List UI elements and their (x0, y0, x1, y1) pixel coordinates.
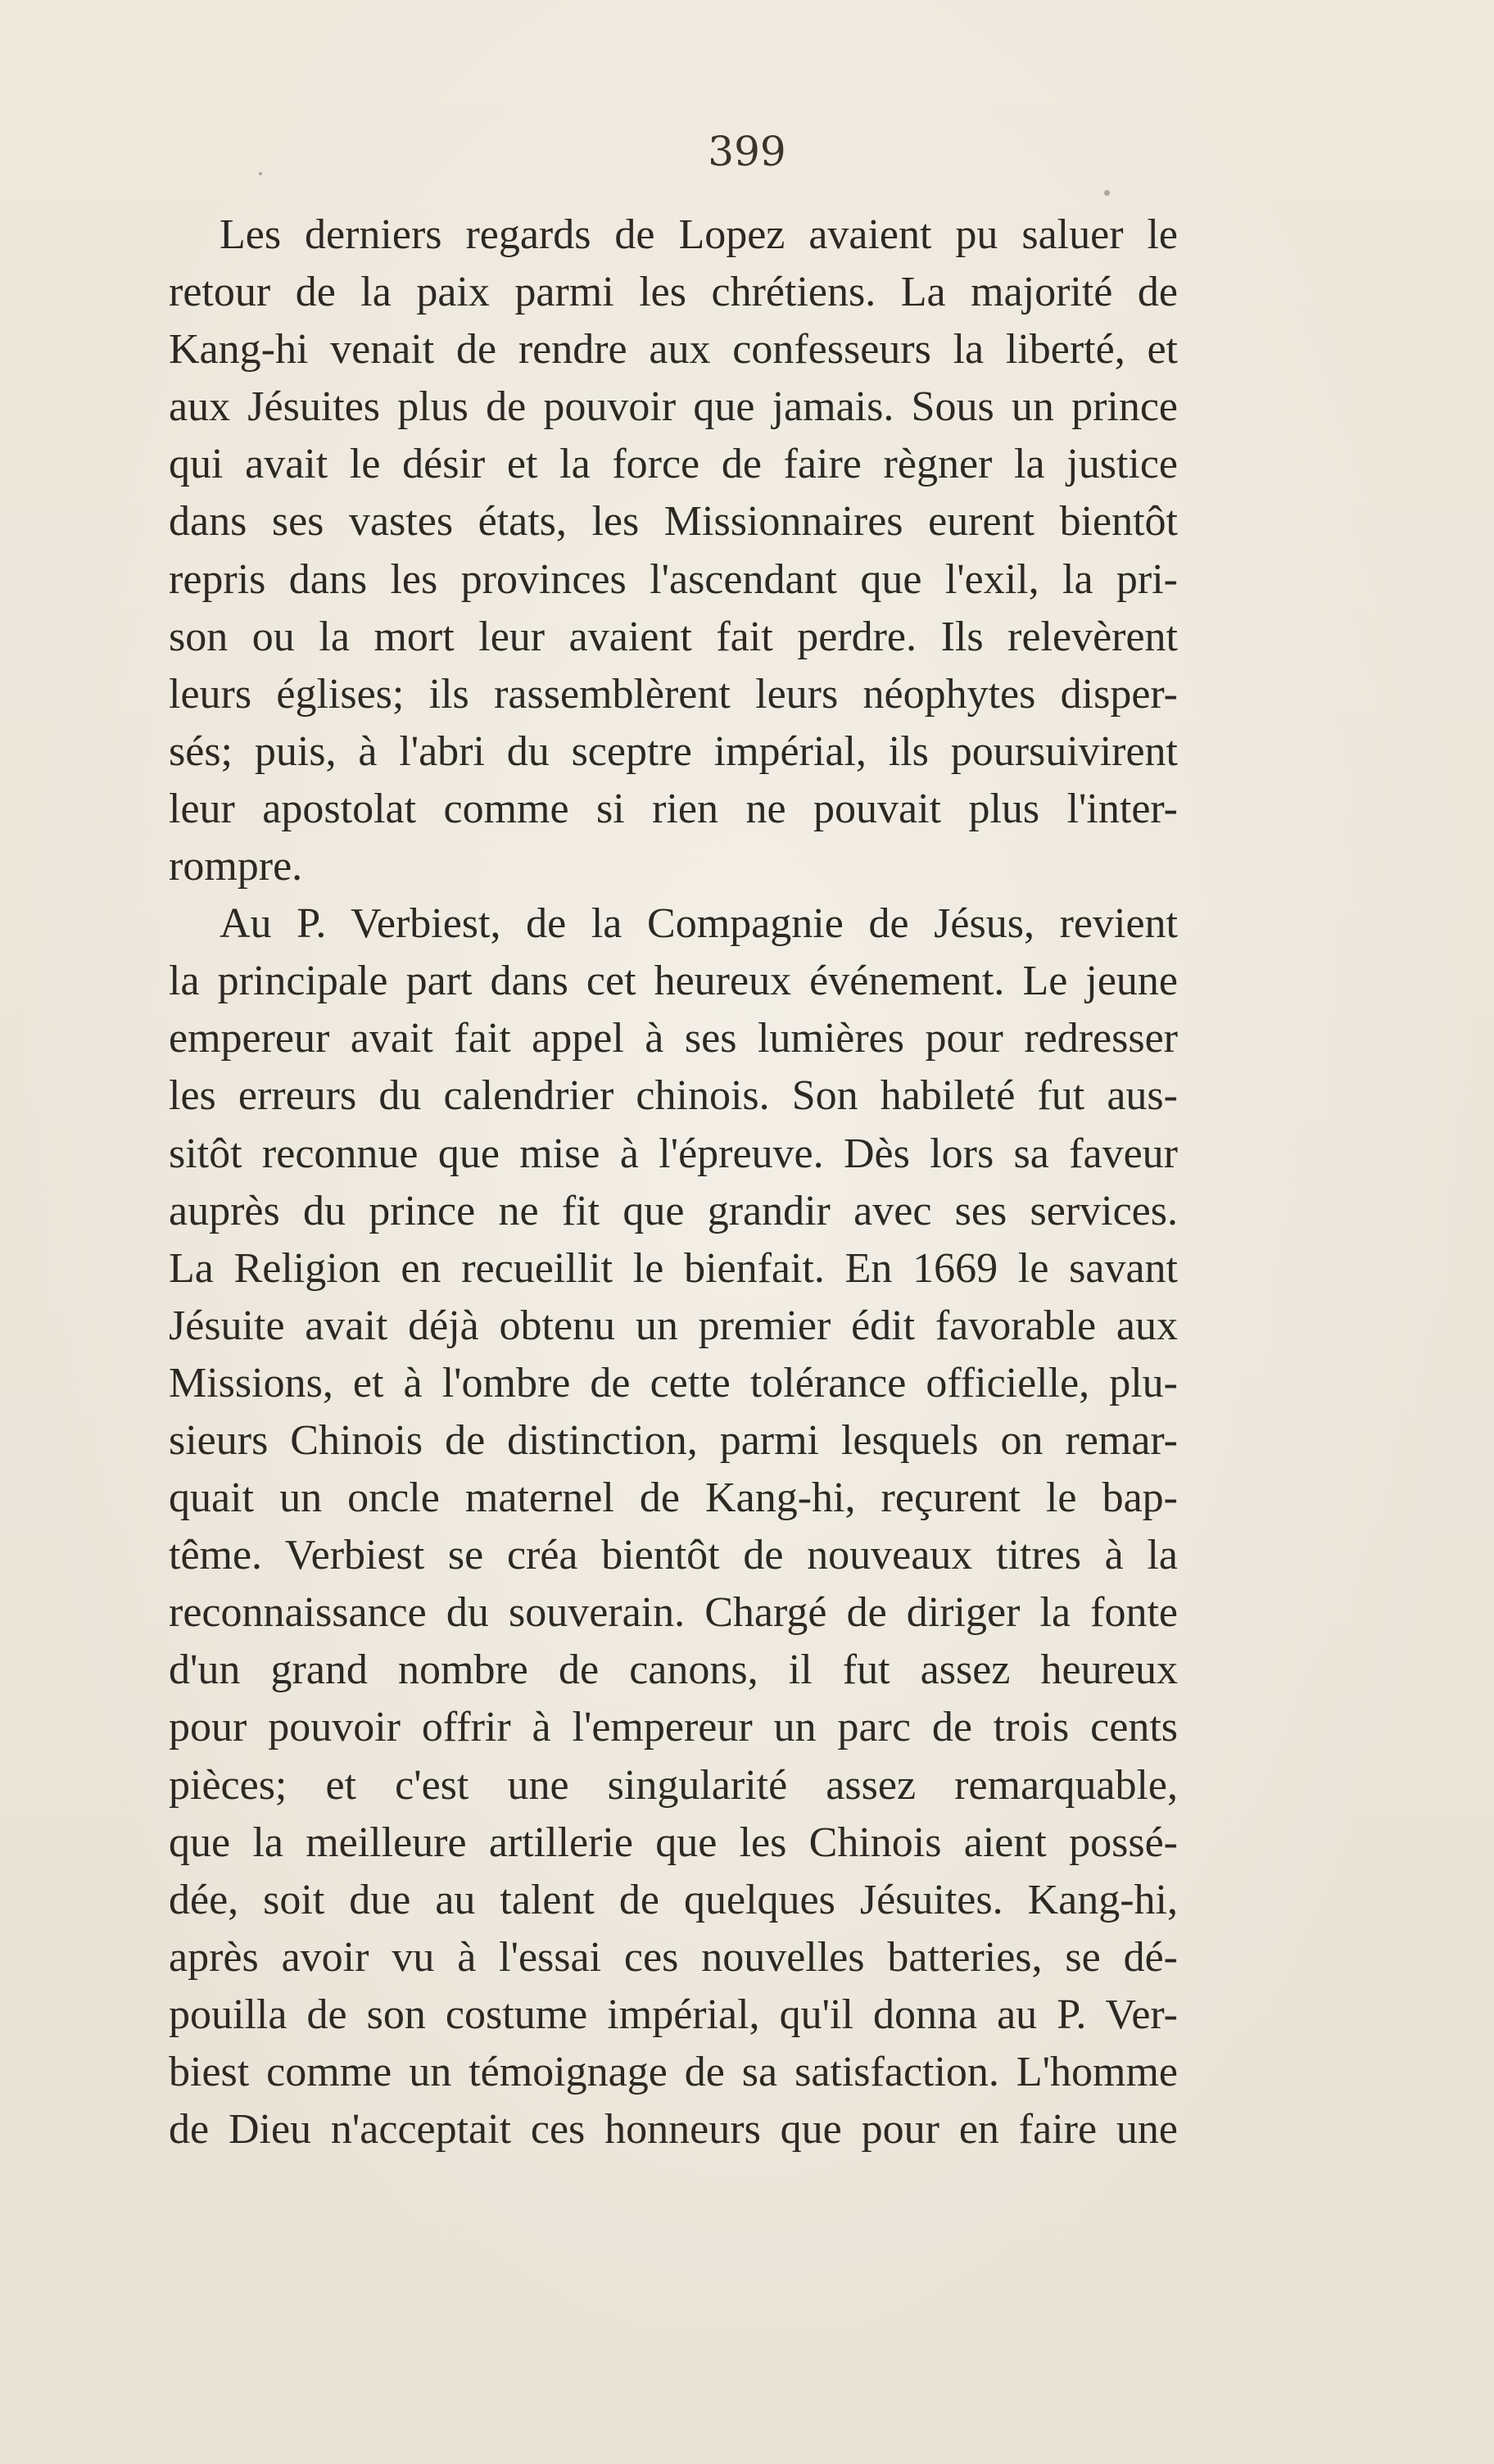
text-line: sitôt reconnue que mise à l'épreuve. Dès lors sa faveur (169, 1130, 1178, 1177)
text-line: reconnaissance du souverain. Chargé de diriger la fonte (169, 1589, 1178, 1637)
text-line: sés; puis, à l'abri du sceptre impérial, ils poursuivirent (169, 727, 1178, 775)
text-line: Au P. Verbiest, de la Compagnie de Jésus, revient (220, 900, 1178, 948)
text-line: Missions, et à l'ombre de cette tolérance officielle, plu- (169, 1359, 1178, 1406)
text-line: retour de la paix parmi les chrétiens. La majorité de (169, 269, 1178, 316)
text-line: Les derniers regards de Lopez avaient pu saluer le (220, 211, 1178, 258)
text-line: les erreurs du calendrier chinois. Son habileté fut aus- (169, 1072, 1178, 1120)
text-line: aux Jésuites plus de pouvoir que jamais. Sous un prince (169, 383, 1178, 431)
ink-speck (1104, 190, 1110, 196)
text-line: auprès du prince ne fit que grandir avec ses services. (169, 1187, 1178, 1234)
text-line: Kang-hi venait de rendre aux confesseurs la liberté, et (169, 326, 1178, 374)
text-line: son ou la mort leur avaient fait perdre. Ils relevèrent (169, 613, 1178, 660)
paragraph (169, 206, 1178, 895)
text-line: repris dans les provinces l'ascendant que l'exil, la pri- (169, 555, 1178, 603)
text-line: La Religion en recueillit le bienfait. En 1669 le savant (169, 1244, 1178, 1292)
text-line: pouilla de son costume impérial, qu'il donna au P. Ver- (169, 1991, 1178, 2038)
text-line: après avoir vu à l'essai ces nouvelles batteries, se dé- (169, 1933, 1178, 1981)
text-line: leur apostolat comme si rien ne pouvait plus l'inter- (169, 785, 1178, 832)
text-line: que la meilleure artillerie que les Chinois aient possé- (169, 1819, 1178, 1866)
paragraph (169, 895, 1178, 2158)
text-line: pour pouvoir offrir à l'empereur un parc de trois cents (169, 1704, 1178, 1751)
text-line: sieurs Chinois de distinction, parmi lesquels on remar- (169, 1416, 1178, 1464)
text-line: biest comme un témoignage de sa satisfaction. L'homme (169, 2049, 1178, 2095)
text-line: dée, soit due au talent de quelques Jésuites. Kang-hi, (169, 1876, 1178, 1923)
text-line: leurs églises; ils rassemblèrent leurs néophytes disper- (169, 670, 1178, 718)
ink-speck (259, 172, 262, 175)
text-line: dans ses vastes états, les Missionnaires eurent bientôt (169, 498, 1178, 546)
text-line: rompre. (169, 843, 303, 890)
text-line: qui avait le désir et la force de faire règner la justice (169, 441, 1178, 488)
text-line: d'un grand nombre de canons, il fut assez heureux (169, 1646, 1178, 1694)
text-line: de Dieu n'acceptait ces honneurs que pour en faire une (169, 2106, 1178, 2154)
text-line: empereur avait fait appel à ses lumières pour redresser (169, 1015, 1178, 1062)
text-line: la principale part dans cet heureux événement. Le jeune (169, 958, 1178, 1005)
text-line: Jésuite avait déjà obtenu un premier édit favorable aux (169, 1302, 1178, 1349)
body-text (169, 206, 1178, 2158)
page-number: 399 (708, 128, 786, 175)
text-line: pièces; et c'est une singularité assez remarquable, (169, 1761, 1178, 1809)
text-line: tême. Verbiest se créa bientôt de nouveaux titres à la (169, 1532, 1178, 1579)
text-line: quait un oncle maternel de Kang-hi, reçurent le bap- (169, 1474, 1178, 1522)
